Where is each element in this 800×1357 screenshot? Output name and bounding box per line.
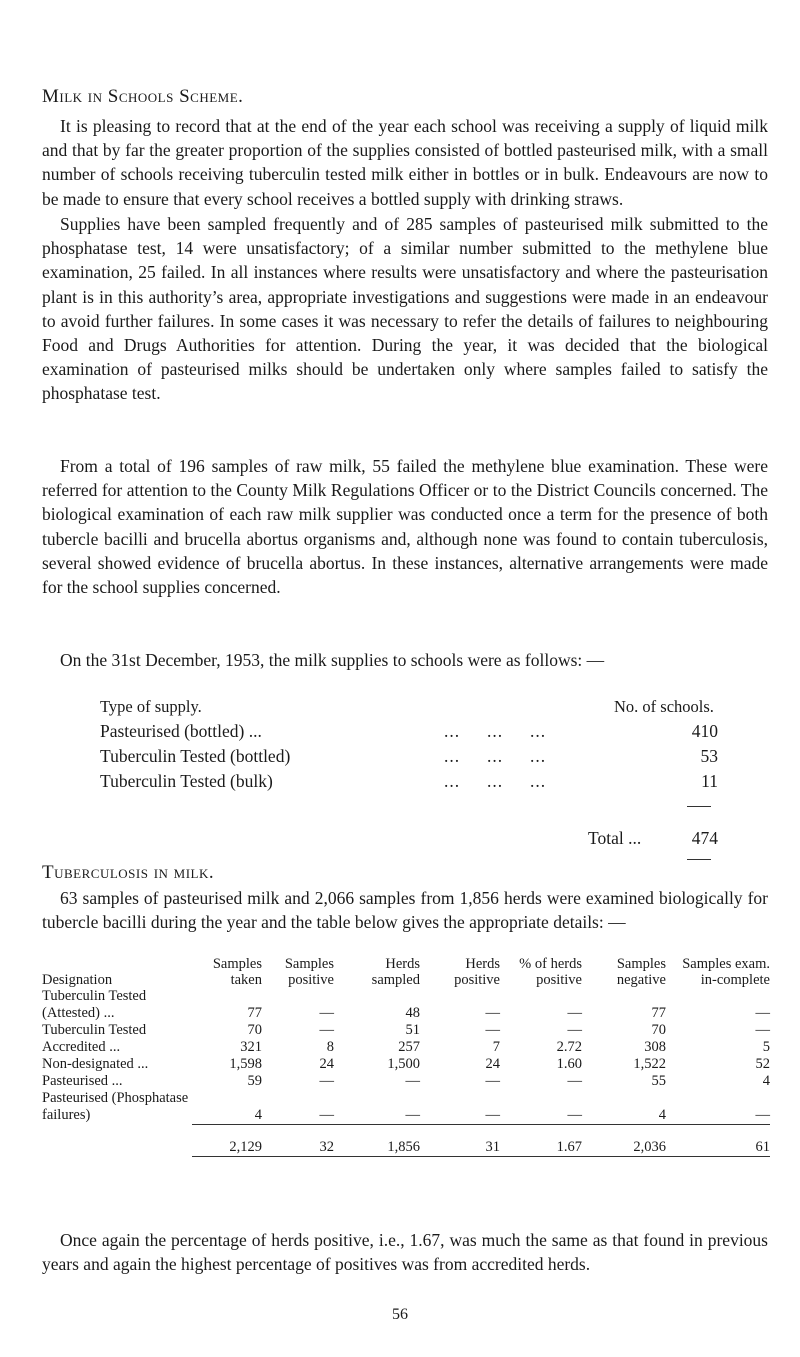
cell-designation: Non-designated ... (42, 1056, 149, 1072)
total-taken: 2,129 (192, 1124, 262, 1156)
supply-row-label: Pasteurised (bottled) ... (100, 721, 262, 741)
cell-negative: 55 (651, 1073, 666, 1089)
cell-negative: 308 (644, 1039, 666, 1055)
cell-herds: — (405, 1073, 420, 1089)
cell-taken: 1,598 (229, 1056, 262, 1072)
cell-herds-positive: 24 (485, 1056, 500, 1072)
rule-cell (500, 1156, 582, 1163)
cell-negative: 70 (651, 1022, 666, 1038)
cell-designation-blank (42, 1124, 192, 1156)
rule-cell (42, 1156, 192, 1163)
total-positive: 32 (262, 1124, 334, 1156)
cell-herds-positive: 7 (492, 1039, 500, 1055)
cell-taken: 4 (254, 1106, 262, 1123)
total-herds: 1,856 (334, 1124, 420, 1156)
total-percent: 1.67 (500, 1124, 582, 1156)
cell-percent: 2.72 (556, 1039, 582, 1055)
supply-row-dots: ... ... ... (444, 746, 547, 766)
cell-positive: 8 (326, 1039, 334, 1055)
table-total-row (42, 1124, 770, 1156)
cell-positive: — (319, 1073, 334, 1089)
cell-taken: 77 (247, 1005, 262, 1021)
cell-designation: Tuberculin Tested (42, 1022, 147, 1038)
header-herds-positive: Herds positive (454, 956, 500, 988)
header-percent-herds-positive: % of herds positive (519, 956, 582, 988)
total-herds-positive: 31 (420, 1124, 500, 1156)
supply-row-dots: ... ... ... (444, 721, 547, 741)
cell-negative: 77 (651, 1005, 666, 1021)
cell-percent: 1.60 (556, 1056, 582, 1072)
header-designation: Designation (42, 972, 113, 988)
table-row (42, 1090, 770, 1124)
table-bottom-rule-row (42, 1156, 770, 1163)
cell-incomplete: 4 (762, 1073, 770, 1089)
cell-taken: 59 (247, 1073, 262, 1089)
cell-herds: — (405, 1106, 420, 1123)
rule-cell (666, 1156, 770, 1163)
rule-cell (420, 1156, 500, 1163)
cell-herds-positive: — (485, 1073, 500, 1089)
paragraph-tuberculosis: 63 samples of pasteurised milk and 2,066 samples from 1,856 herds were examined biologically for tubercle bacilli during the year and the table below gives the appropriate details: — (42, 888, 768, 932)
cell-percent: — (567, 1022, 582, 1038)
paragraph-conclusion: Once again the percentage of herds positive, i.e., 1.67, was much the same as that found in previous years and again the highest percentage of positives was from accredited herds. (42, 1230, 768, 1274)
milk-in-schools-heading: Milk in Schools Scheme. (42, 86, 244, 107)
table-row (42, 1056, 770, 1073)
cell-percent: — (567, 1106, 582, 1123)
supply-row-value: 53 (700, 746, 718, 766)
rule-cell (192, 1156, 262, 1163)
header-samples-positive: Samples positive (284, 956, 334, 988)
cell-negative: 1,522 (633, 1056, 666, 1072)
header-samples-incomplete: Samples exam. in-complete (682, 956, 770, 988)
cell-percent: — (567, 1073, 582, 1089)
supply-total-label: Total ... (588, 828, 642, 848)
header-samples-negative: Samples negative (616, 956, 666, 988)
table-row (42, 1073, 770, 1090)
cell-positive: — (319, 1106, 334, 1123)
table-row (42, 1039, 770, 1056)
supply-row-value: 410 (691, 721, 718, 741)
cell-herds: 1,500 (387, 1056, 420, 1072)
cell-designation: Tuberculin Tested (Attested) ... (42, 988, 147, 1021)
total-negative: 2,036 (582, 1124, 666, 1156)
tuberculosis-table (42, 956, 770, 1163)
cell-taken: 70 (247, 1022, 262, 1038)
cell-positive: 24 (319, 1056, 334, 1072)
cell-incomplete: — (755, 1106, 770, 1123)
cell-herds-positive: — (485, 1022, 500, 1038)
table-row (42, 1022, 770, 1039)
paragraph-sampling: Supplies have been sampled frequently and of 285 samples of pasteurised milk submitted to the phosphatase test, 14 were unsatisfactory; of a similar number submitted to the methylene blue examination, 25 failed. In all instances where results were unsatisfactory and where the pasteurisation plant is in this authority’s area, appropriate investigations and suggestions were made in an endeavour to avoid further failures. In some cases it was necessary to refer the details of failures to neighbouring Food and Drugs Authorities for attention. During the year, it was decided that the biological examination of pasteurised milks should be undertaken only where samples failed to satisfy the phosphatase test. (42, 214, 768, 404)
cell-designation: Accredited ... (42, 1039, 121, 1055)
supply-total-value: 474 (691, 828, 718, 848)
paragraph-milk-supply: It is pleasing to record that at the end of the year each school was receiving a supply of liquid milk and that by far the greater proportion of the supplies consisted of bottled pasteurised milk, with a small number of schools receiving tuberculin tested milk either in bottles or in bulk. Endeavours are now to be made to ensure that every school receives a bottled supply with drinking straws. (42, 116, 768, 209)
page-number: 56 (392, 1306, 408, 1323)
rule-cell (582, 1156, 666, 1163)
header-herds-sampled: Herds sampled (371, 956, 420, 988)
table-header-row (42, 956, 770, 988)
paragraph-raw-milk: From a total of 196 samples of raw milk, 55 failed the methylene blue examination. These were referred for attention to the County Milk Regulations Officer or to the District Councils concerned. The biological examination of each raw milk supplier was conducted once a term for the presence of both tubercle bacilli and brucella abortus organisms and, although none was found to contain tuberculosis, several showed evidence of brucella abortus. In these instances, alternative arrangements were made for the school supplies concerned. (42, 456, 768, 598)
cell-herds-positive: — (485, 1005, 500, 1021)
cell-incomplete: — (755, 1005, 770, 1021)
cell-herds: 51 (405, 1022, 420, 1038)
supply-row-label: Tuberculin Tested (bulk) (100, 771, 273, 791)
school-count-header: No. of schools. (614, 697, 714, 716)
cell-percent: — (567, 1005, 582, 1021)
cell-herds-positive: — (485, 1106, 500, 1123)
cell-designation: Pasteurised (Phosphatase failures) (42, 1090, 189, 1123)
cell-herds: 257 (398, 1039, 420, 1055)
cell-positive: — (319, 1022, 334, 1038)
table-row (42, 988, 770, 1022)
cell-incomplete: 5 (762, 1039, 770, 1055)
cell-herds: 48 (405, 1005, 420, 1021)
supply-row-dots: ... ... ... (444, 771, 547, 791)
paragraph-supplies-date: On the 31st December, 1953, the milk supplies to schools were as follows: — (60, 650, 605, 670)
total-rule-bottom (687, 859, 711, 860)
rule-cell (334, 1156, 420, 1163)
supply-row-label: Tuberculin Tested (bottled) (100, 746, 291, 766)
cell-negative: 4 (658, 1106, 666, 1123)
total-incomplete: 61 (666, 1124, 770, 1156)
total-rule-top (687, 806, 711, 807)
supply-type-header: Type of supply. (100, 697, 202, 716)
cell-designation: Pasteurised ... (42, 1073, 123, 1089)
cell-incomplete: 52 (755, 1056, 770, 1072)
tuberculosis-heading: Tuberculosis in milk. (42, 862, 215, 883)
cell-incomplete: — (755, 1022, 770, 1038)
cell-positive: — (319, 1005, 334, 1021)
cell-taken: 321 (240, 1039, 262, 1055)
rule-cell (262, 1156, 334, 1163)
supply-row-value: 11 (701, 771, 718, 791)
header-samples-taken: Samples taken (212, 956, 262, 988)
